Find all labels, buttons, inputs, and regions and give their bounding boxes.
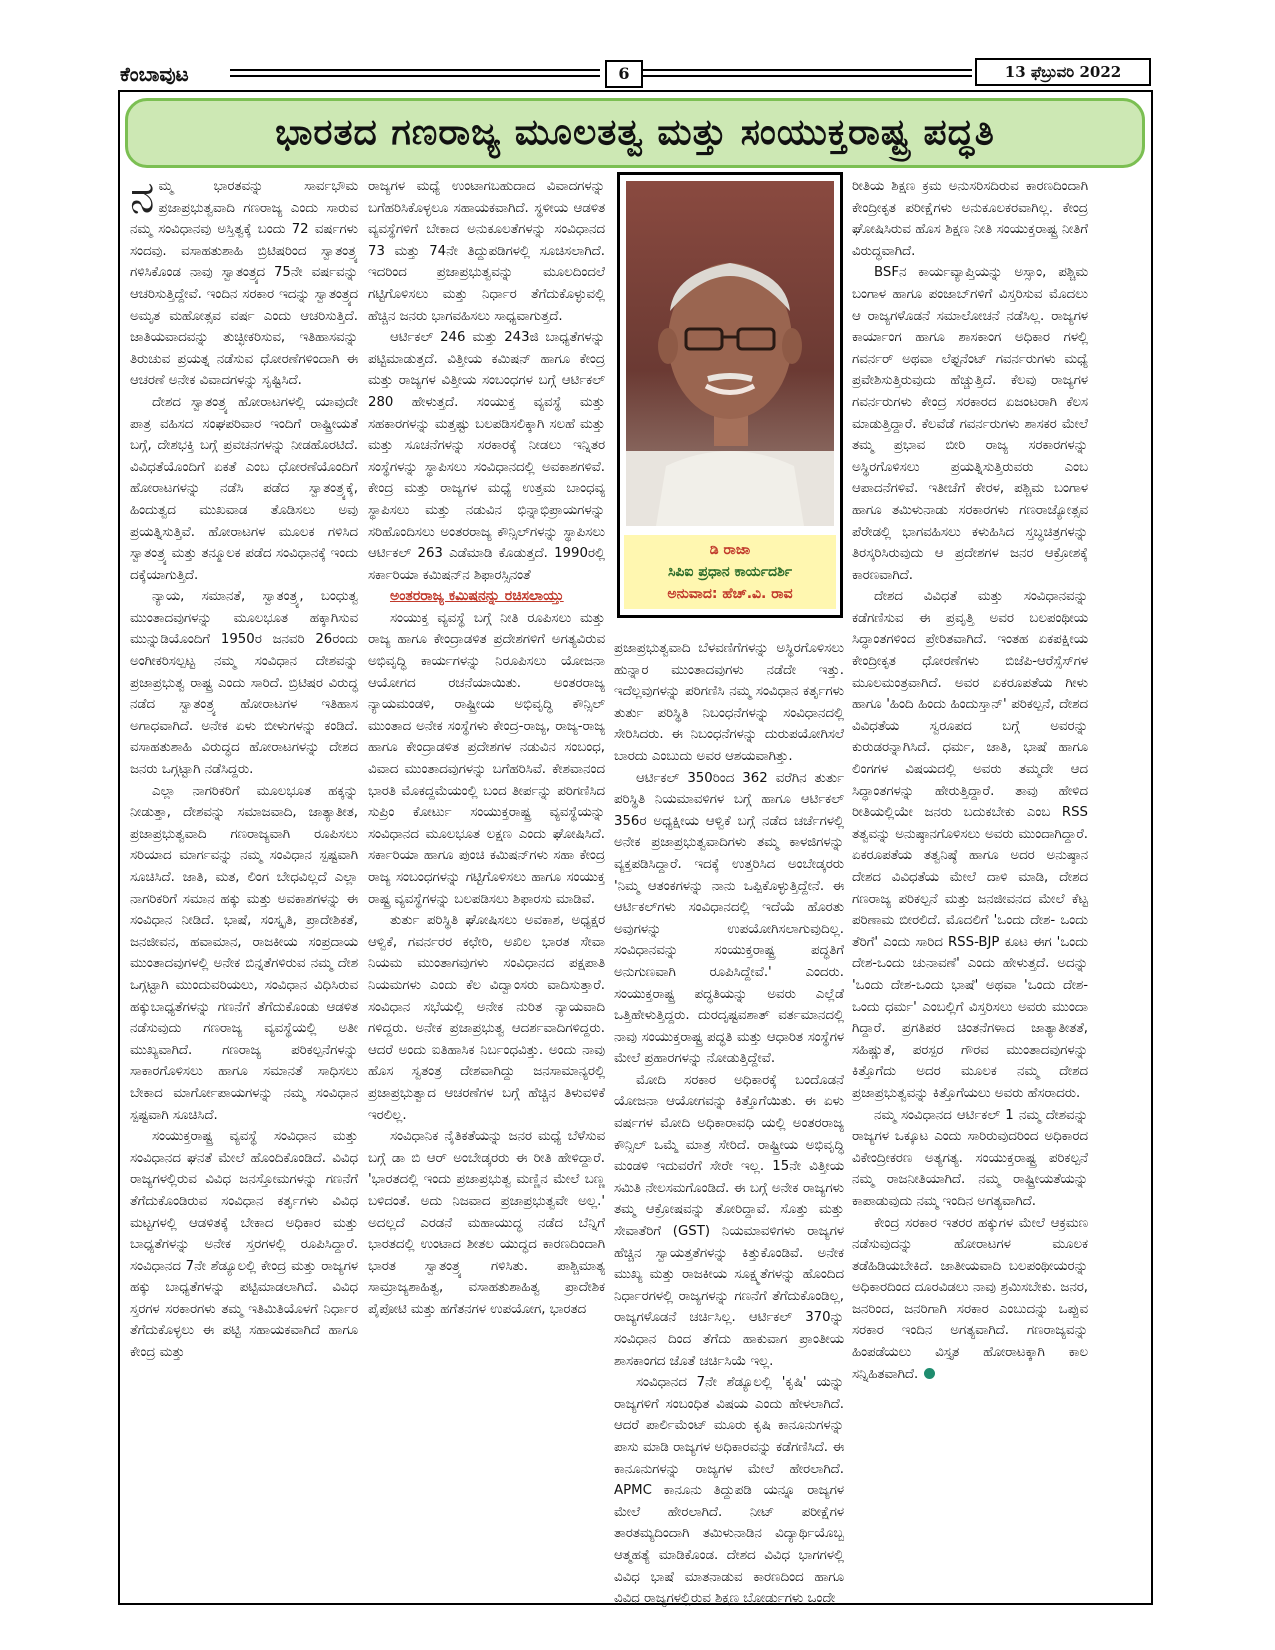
paragraph: ದೇಶದ ವಿವಿಧತೆ ಮತ್ತು ಸಂವಿಧಾನವನ್ನು ಕಡೆಗಣಿಸುವ ಈ ಪ್ರವೃತ್ತಿ ಅವರ ಬಲಪಂಥೀಯ ಸಿದ್ಧಾಂತಗಳಿಂದ ಪ್ರೇರಿತವಾಗಿದೆ. ಇಂತಹ ಏಕಪಕ್ಷೀಯ ಕೇಂದ್ರೀಕೃತ ಧೋರಣೆಗಳು ಬಿಜೆಪಿ-ಆರೆಸ್ಸೆಸ್‌ಗಳ ಮೂಲಮಂತ್ರವಾಗಿದೆ. ಅವರ ಏಕರೂಪತೆಯ ಗೀಳು ಹಾಗೂ 'ಹಿಂದಿ ಹಿಂದು ಹಿಂದುಸ್ತಾನ್' ಪರಿಕಲ್ಪನೆ, ದೇಶದ ವಿವಿಧತೆಯ ಸ್ವರೂಪದ ಬಗ್ಗೆ ಅವರನ್ನು ಕುರುಡರನ್ನಾಗಿಸಿದೆ. ಧರ್ಮ, ಜಾತಿ, ಭಾಷೆ ಹಾಗೂ ಲಿಂಗಗಳ ವಿಷಯದಲ್ಲಿ ಅವರು ತಮ್ಮದೇ ಆದ ಸಿದ್ಧಾಂತಗಳನ್ನು ಹೇರುತ್ತಿದ್ದಾರೆ. ತಾವು ಹೇಳಿದ ರೀತಿಯಲ್ಲಿಯೇ ಜನರು ಬದುಕಬೇಕು ಎಂಬ RSS ತತ್ವವನ್ನು ಅನುಷ್ಠಾನಗೊಳಿಸಲು ಅವರು ಮುಂದಾಗಿದ್ದಾರೆ. ಏಕರೂಪತೆಯ ತತ್ವನಿಷ್ಠೆ ಹಾಗೂ ಅದರ ಅನುಷ್ಠಾನ ದೇಶದ ವಿವಿಧತೆಯ ಮೇಲೆ ದಾಳಿ ಮಾಡಿ, ದೇಶದ ಗಣರಾಜ್ಯ ಪರಿಕಲ್ಪನೆ ಮತ್ತು ಜನಜೀವನದ ಮೇಲೆ ಕೆಟ್ಟ ಪರಿಣಾಮ ಬೀರಲಿದೆ. ಮೊದಲಿಗೆ 'ಒಂದು ದೇಶ- ಒಂದು ತೆರಿಗೆ' ಎಂದು ಸಾರಿದ RSS-BJP ಕೂಟ ಈಗ 'ಒಂದು ದೇಶ-ಒಂದು ಚುನಾವಣೆ' ಎಂದು ಹೇಳುತ್ತದೆ. ಅದನ್ನು 'ಒಂದು ದೇಶ-ಒಂದು ಭಾಷೆ' ಅಥವಾ 'ಒಂದು ದೇಶ-ಒಂದು ಧರ್ಮ' ಎಂಬಲ್ಲಿಗೆ ವಿಸ್ತರಿಸಲು ಅವರು ಮುಂದಾ ಗಿದ್ದಾರೆ. ಪ್ರಗತಿಪರ ಚಿಂತನೆಗಳಾದ ಜಾತ್ಯಾತೀತತೆ, ಸಹಿಷ್ಣುತೆ, ಪರಸ್ಪರ ಗೌರವ ಮುಂತಾದವುಗಳನ್ನು ಕಿತ್ತೊಗೆದು ಅದರ ಮೂಲಕ ನಮ್ಮ ದೇಶದ ಪ್ರಜಾಪ್ರಭುತ್ವವನ್ನು ಕಿತ್ತೊಗೆಯಲು ಅವರು ಹೆಸರಾದರು. — [852, 589, 1088, 1101]
author-name: ಡಿ ರಾಜಾ — [709, 542, 751, 558]
issue-date: 13 ಫೆಬ್ರುವರಿ 2022 — [975, 58, 1151, 86]
drop-cap: ನ — [130, 172, 155, 223]
paragraph: ಸಂವಿಧಾನಿಕ ನೈತಿಕತೆಯನ್ನು ಜನರ ಮಧ್ಯೆ ಬೆಳೆಸುವ ಬಗ್ಗೆ ಡಾ ಬಿ ಆರ್ ಅಂಬೇಡ್ಕರರು ಈ ರೀತಿ ಹೇಳಿದ್ದಾರೆ. 'ಭಾರತದಲ್ಲಿ ಇಂದು ಪ್ರಜಾಪ್ರಭುತ್ವ ಮಣ್ಣಿನ ಮೇಲೆ ಬಣ್ಣ ಬಳಿದಂತೆ. ಅದು ನಿಜವಾದ ಪ್ರಜಾಪ್ರಭುತ್ವವೇ ಅಲ್ಲ.' ಅದಲ್ಲದೆ ಎರಡನೆ ಮಹಾಯುದ್ಧ ನಡೆದ ಬೆನ್ನಿಗೆ ಭಾರತದಲ್ಲಿ ಉಂಟಾದ ಶೀತಲ ಯುದ್ಧದ ಕಾರಣದಿಂದಾಗಿ ಭಾರತ ಸ್ವಾತಂತ್ರ್ಯ ಗಳಿಸಿತು. ಪಾಶ್ಚಿಮಾತ್ಯ ಸಾಮ್ರಾಜ್ಯಶಾಹಿತ್ವ, ವಸಾಹತುಶಾಹಿತ್ವ ಪ್ರಾದೇಶಿಕ ಪೈಪೋಟಿ ಮತ್ತು ಹಗೆತನಗಳ ಉಪಯೋಗ, ಭಾರತದ — [368, 1129, 605, 1317]
column-2 — [368, 176, 605, 1320]
newspaper-name: ಕೆಂಬಾವುಟ — [120, 62, 189, 86]
paragraph: ದೇಶದ ಸ್ವಾತಂತ್ರ್ಯ ಹೋರಾಟಗಳಲ್ಲಿ ಯಾವುದೇ ಪಾತ್ರ ವಹಿಸದ ಸಂಘಪರಿವಾರ ಇಂದಿಗೆ ರಾಷ್ಟ್ರೀಯತೆ ಬಗ್ಗೆ, ದೇಶಭಕ್ತಿ ಬಗ್ಗೆ ಪ್ರವಚನಗಳನ್ನು ನೀಡಹೊರಟಿದೆ. ವಿವಿಧತೆಯೊಂದಿಗೆ ಏಕತೆ ಎಂಬ ಧೋರಣೆಯೊಂದಿಗೆ ಹೋರಾಟಗಳನ್ನು ನಡೆಸಿ ಪಡೆದ ಸ್ವಾತಂತ್ರ್ಯಕ್ಕೆ, ಹಿಂದುತ್ವದ ಮುಖವಾಡ ತೊಡಿಸಲು ಅವು ಪ್ರಯತ್ನಿಸುತ್ತಿವೆ. ಹೋರಾಟಗಳ ಮೂಲಕ ಗಳಿಸಿದ ಸ್ವಾತಂತ್ರ್ಯ ಮತ್ತು ತನ್ಮೂಲಕ ಪಡೆದ ಸಂವಿಧಾನಕ್ಕೆ ಇಂದು ದಕ್ಕೆಯಾಗುತ್ತಿದೆ. — [130, 394, 358, 583]
author-photo-box — [617, 172, 843, 618]
article-title-banner — [125, 98, 1145, 168]
paragraph: ತುರ್ತು ಪರಿಸ್ಥಿತಿ ಘೋಷಿಸಲು ಅವಕಾಶ, ಅಧ್ಯಕ್ಷರ ಆಳ್ವಿಕೆ, ಗವರ್ನರರ ಕಛೇರಿ, ಅಖಿಲ ಭಾರತ ಸೇವಾ ನಿಯಮ ಮುಂತಾಗವುಗಳು ಸಂವಿಧಾನದ ಪಕ್ಷಪಾತಿ ನಿಯಮಗಳು ಎಂದು ಕೆಲ ವಿದ್ವಾಂಸರು ವಾದಿಸುತ್ತಾರೆ. ಸಂವಿಧಾನ ಸಭೆಯಲ್ಲಿ ಅನೇಕ ನುರಿತ ನ್ಯಾಯವಾದಿ ಗಳಿದ್ದರು. ಅನೇಕ ಪ್ರಜಾಪ್ರಭುತ್ವ ಆದರ್ಶವಾದಿಗಳಿದ್ದರು. ಆದರೆ ಅಂದು ಐತಿಹಾಸಿಕ ನಿರ್ಬಂಧವಿತ್ತು. ಅಂದು ನಾವು ಹೊಸ ಸ್ವತಂತ್ರ ದೇಶವಾಗಿದ್ದು ಜನಸಾಮಾನ್ಯರಲ್ಲಿ ಪ್ರಜಾಪ್ರಭುತ್ವಾದ ಆಚರಣೆಗಳ ಬಗ್ಗೆ ಹೆಚ್ಚಿನ ತಿಳುವಳಿಕೆ ಇರಲಿಲ್ಲ. — [368, 913, 605, 1123]
paragraph: ಸಂಯುಕ್ತ ವ್ಯವಸ್ಥೆ ಬಗ್ಗೆ ನೀತಿ ರೂಪಿಸಲು ಮತ್ತು ರಾಜ್ಯ ಹಾಗೂ ಕೇಂದ್ರಾಡಳಿತ ಪ್ರದೇಶಗಳಿಗೆ ಅಗತ್ಯವಿರುವ ಅಭಿವೃದ್ಧಿ ಕಾರ್ಯಗಳನ್ನು ನಿರೂಪಿಸಲು ಯೋಜನಾ ಆಯೋಗದ ರಚನೆಯಾಯಿತು. ಅಂತರರಾಜ್ಯ ನ್ಯಾಯಮಂಡಳಿ, ರಾಷ್ಟ್ರೀಯ ಅಭಿವೃದ್ಧಿ ಕೌನ್ಸಿಲ್ ಮುಂತಾದ ಅನೇಕ ಸಂಸ್ಥೆಗಳು ಕೇಂದ್ರ-ರಾಜ್ಯ, ರಾಜ್ಯ-ರಾಜ್ಯ ಹಾಗೂ ಕೇಂದ್ರಾಡಳಿತ ಪ್ರದೇಶಗಳ ನಡುವಿನ ಸಂಬಂಧ, ವಿವಾದ ಮುಂತಾದವುಗಳನ್ನು ಬಗೆಹರಿಸಿವೆ. ಕೇಶವಾನಂದ ಭಾರತಿ ಮೊಕದ್ದಮೆಯಂಲ್ಲಿ ಬಂದ ತೀರ್ಪನ್ನು ಪರಿಗಣಿಸಿದ ಸುಪ್ರಿಂ ಕೋರ್ಟು ಸಂಯುಕ್ತರಾಷ್ಟ್ರ ವ್ಯವಸ್ಥೆಯನ್ನು ಸಂವಿಧಾನದ ಮೂಲಭೂತ ಲಕ್ಷಣ ಎಂದು ಘೋಷಿಸಿದೆ. ಸರ್ಕಾರಿಯಾ ಹಾಗೂ ಪುಂಚಿ ಕಮಿಷನ್‌ಗಳು ಸಹಾ ಕೇಂದ್ರ ರಾಜ್ಯ ಸಂಬಂಧಗಳನ್ನು ಗಟ್ಟಿಗೊಳಿಸಲು ಹಾಗೂ ಸಂಯುಕ್ತ ರಾಷ್ಟ್ರ ವ್ಯವಸ್ಥೆಗಳನ್ನು ಬಲಪಡಿಸಲು ಶಿಫಾರಸು ಮಾಡಿವೆ. — [368, 610, 605, 907]
masthead-rule-right — [642, 69, 972, 77]
paragraph: ಸಂಯುಕ್ತರಾಷ್ಟ್ರ ವ್ಯವಸ್ಥೆ ಸಂವಿಧಾನ ಮತ್ತು ಸಂವಿಧಾನದ ಘನತೆ ಮೇಲೆ ಹೊಂದಿಕೊಂಡಿದೆ. ವಿವಿಧ ರಾಜ್ಯಗಳಲ್ಲಿರುವ ವಿವಿಧ ಜನಸ್ತೋಮಗಳನ್ನು ಗಣನೆಗೆ ತೆಗೆದುಕೊಂಡಿರುವ ಸಂವಿಧಾನ ಕರ್ತೃಗಳು ವಿವಿಧ ಮಟ್ಟಗಳಲ್ಲಿ ಆಡಳಿತಕ್ಕೆ ಬೇಕಾದ ಅಧಿಕಾರ ಮತ್ತು ಬಾಧ್ಯತೆಗಳನ್ನು ಅನೇಕ ಸ್ತರಗಳಲ್ಲಿ ರೂಪಿಸಿದ್ದಾರೆ. ಸಂವಿಧಾನದ 7ನೇ ಶೆಡ್ಯೂಲಲ್ಲಿ ಕೇಂದ್ರ ಮತ್ತು ರಾಜ್ಯಗಳ ಹಕ್ಕು ಬಾಧ್ಯತೆಗಳನ್ನು ಪಟ್ಟಿಮಾಡಲಾಗಿದೆ. ವಿವಿಧ ಸ್ತರಗಳ ಸರಕಾರಗಳು ತಮ್ಮ ಇತಿಮಿತಿಯೊಳಗೆ ನಿರ್ಧಾರ ತೆಗೆದುಕೊಳ್ಳಲು ಈ ಪಟ್ಟಿ ಸಹಾಯಕವಾಗಿದೆ ಹಾಗೂ ಕೇಂದ್ರ ಮತ್ತು — [130, 1129, 358, 1361]
article-title: ಭಾರತದ ಗಣರಾಜ್ಯ ಮೂಲತತ್ವ ಮತ್ತು ಸಂಯುಕ್ತರಾಷ್ಟ್ರ ಪದ್ಧತಿ — [275, 112, 995, 153]
paragraph: ರಾಜ್ಯಗಳ ಮಧ್ಯೆ ಉಂಟಾಗಬಹುದಾದ ವಿವಾದಗಳನ್ನು ಬಗೆಹರಿಸಿಕೊಳ್ಳಲೂ ಸಹಾಯಕವಾಗಿದೆ. ಸ್ಥಳೀಯ ಆಡಳಿತ ವ್ಯವಸ್ಥೆಗಳಿಗೆ ಬೇಕಾದ ಅನುಕೂಲತೆಗಳನ್ನು ಸಂವಿಧಾನದ 73 ಮತ್ತು 74ನೇ ತಿದ್ದುಪಡಿಗಳಲ್ಲಿ ಸೂಚಿಸಲಾಗಿದೆ. ಇದರಿಂದ ಪ್ರಜಾಪ್ರಭುತ್ವವನ್ನು ಮೂಲದಿಂದಲೆ ಗಟ್ಟಿಗೊಳಿಸಲು ಮತ್ತು ನಿರ್ಧಾರ ತೆಗೆದುಕೊಳ್ಳುವಲ್ಲಿ ಹೆಚ್ಚಿನ ಜನರು ಭಾಗವಹಿಸಲು ಸಾಧ್ಯವಾಗುತ್ತದೆ. — [368, 179, 605, 324]
end-of-article-icon — [924, 1368, 935, 1379]
paragraph: ಆರ್ಟಿಕಲ್ 350ರಿಂದ 362 ವರೆಗಿನ ತುರ್ತು ಪರಿಸ್ಥಿತಿ ನಿಯಮಾವಳಿಗಳ ಬಗ್ಗೆ ಹಾಗೂ ಆರ್ಟಿಕಲ್ 356ರ ಅಧ್ಯಕ್ಷೀಯ ಆಳ್ವಿಕೆ ಬಗ್ಗೆ ನಡೆದ ಚರ್ಚೆಗಳಲ್ಲಿ ಅನೇಕ ಪ್ರಜಾಪ್ರಭುತ್ವವಾದಿಗಳು ತಮ್ಮ ಕಾಳಜಿಗಳನ್ನು ವ್ಯಕ್ತಪಡಿಸಿದ್ದಾರೆ. ಇದಕ್ಕೆ ಉತ್ತರಿಸಿದ ಅಂಬೇಡ್ಕರರು 'ನಿಮ್ಮ ಆತಂಕಗಳನ್ನು ನಾನು ಒಪ್ಪಿಕೊಳ್ಳುತ್ತಿದ್ದೇನೆ. ಈ ಆರ್ಟಿಕಲ್‌ಗಳು ಸಂವಿಧಾನದಲ್ಲಿ ಇದೆಯೆ ಹೊರತು ಅವುಗಳನ್ನು ಉಪಯೋಗಿಸಲಾಗುವುದಿಲ್ಲ. ಸಂವಿಧಾನವನ್ನು ಸಂಯುಕ್ತರಾಷ್ಟ್ರ ಪದ್ಧತಿಗೆ ಅನುಗುಣವಾಗಿ ರೂಪಿಸಿದ್ದೇವೆ.' ಎಂದರು. ಸಂಯುಕ್ತರಾಷ್ಟ್ರ ಪದ್ಧತಿಯನ್ನು ಅವರು ಎಲ್ಲೆಡೆ ಒತ್ತಿಹೇಳುತ್ತಿದ್ದರು. ದುರದೃಷ್ಟವಶಾತ್ ವರ್ತಮಾನದಲ್ಲಿ ನಾವು ಸಂಯುಕ್ತರಾಷ್ಟ್ರ ಪದ್ಧತಿ ಮತ್ತು ಆಧಾರಿತ ಸಂಸ್ಥೆಗಳ ಮೇಲೆ ಪ್ರಹಾರಗಳನ್ನು ನೋಡುತ್ತಿದ್ದೇವೆ. — [614, 770, 844, 1067]
paragraph: ಕೇಂದ್ರ ಸರಕಾರ ಇತರರ ಹಕ್ಕುಗಳ ಮೇಲೆ ಆಕ್ರಮಣ ನಡೆಸುವುದನ್ನು ಹೋರಾಟಗಳ ಮೂಲಕ ತಡೆಹಿಡಿಯಬೇಕಿದೆ. ಜಾತೀಯವಾದಿ ಬಲಪಂಥೀಯರನ್ನು ಅಧಿಕಾರದಿಂದ ದೂರವಿಡಲು ನಾವು ಶ್ರಮಿಸಬೇಕು. ಜನರ, ಜನರಿಂದ, ಜನರಿಗಾಗಿ ಸರಕಾರ ಎಂಬುದನ್ನು ಒಪ್ಪುವ ಸರಕಾರ ಇಂದಿನ ಅಗತ್ಯವಾಗಿದೆ. ಗಣರಾಜ್ಯವನ್ನು ಹಿಂಪಡೆಯಲು ವಿಸ್ತೃತ ಹೋರಾಟಕ್ಕಾಗಿ ಕಾಲ ಸನ್ನಿಹಿತವಾಗಿದೆ. — [852, 1215, 1088, 1382]
paragraph: ರೀತಿಯ ಶಿಕ್ಷಣ ಕ್ರಮ ಅನುಸರಿಸದಿರುವ ಕಾರಣದಿಂದಾಗಿ ಕೇಂದ್ರೀಕೃತ ಪರೀಕ್ಷೆಗಳು ಅನುಕೂಲಕರವಾಗಿಲ್ಲ. ಕೇಂದ್ರ ಘೋಷಿಸಿರುವ ಹೊಸ ಶಿಕ್ಷಣ ನೀತಿ ಸಂಯುಕ್ತರಾಷ್ಟ್ರ ನೀತಿಗೆ ವಿರುದ್ಧವಾಗಿದೆ. — [852, 179, 1088, 259]
paragraph: BSFನ ಕಾರ್ಯವ್ಯಾಪ್ತಿಯನ್ನು ಅಸ್ಸಾಂ, ಪಶ್ಚಿಮ ಬಂಗಾಳ ಹಾಗೂ ಪಂಜಾಬ್‌ಗಳಿಗೆ ವಿಸ್ತರಿಸುವ ಮೊದಲು ಆ ರಾಜ್ಯಗಳೊಡನೆ ಸಮಾಲೋಚನೆ ನಡೆಸಿಲ್ಲ. ರಾಜ್ಯಗಳ ಕಾರ್ಯಾಂಗ ಹಾಗೂ ಶಾಸಕಾಂಗ ಅಧಿಕಾರ ಗಳಲ್ಲಿ ಗವರ್ನರ್ ಅಥವಾ ಲೆಫ್ಟನೆಂಟ್ ಗವರ್ನರುಗಳು ಮಧ್ಯೆ ಪ್ರವೇಶಿಸುತ್ತಿರುವುದು ಹೆಚ್ಚುತ್ತಿದೆ. ಕೆಲವು ರಾಜ್ಯಗಳ ಗವರ್ನರುಗಳು ಕೇಂದ್ರ ಸರಕಾರದ ಏಜಂಟರಾಗಿ ಕೆಲಸ ಮಾಡುತ್ತಿದ್ದಾರೆ. ಕೆಲವೆಡೆ ಗವರ್ನರುಗಳು ಶಾಸಕರ ಮೇಲೆ ತಮ್ಮ ಪ್ರಭಾವ ಬೀರಿ ರಾಜ್ಯ ಸರಕಾರಗಳನ್ನು ಅಸ್ಥಿರಗೊಳಿಸಲು ಪ್ರಯತ್ನಿಸುತ್ತಿರುವರು ಎಂಬ ಆಪಾದನೆಗಳಿವೆ. ಇತೀಚೆಗೆ ಕೇರಳ, ಪಶ್ಚಿಮ ಬಂಗಾಳ ಹಾಗೂ ತಮಿಳುನಾಡು ಸರಕಾರಗಳು ಗಣರಾಜ್ಯೋತ್ಸವ ಪೆರೇಡಲ್ಲಿ ಭಾಗವಹಿಸಲು ಕಳುಹಿಸಿದ ಸ್ತಬ್ಧಚಿತ್ರಗಳನ್ನು ತಿರಸ್ಕರಿಸಿರುವುದು ಆ ಪ್ರದೇಶಗಳ ಜನರ ಆಕ್ರೋಶಕ್ಕೆ ಕಾರಣವಾಗಿದೆ. — [852, 265, 1088, 583]
paragraph: ನ್ಯಾಯ, ಸಮಾನತೆ, ಸ್ವಾತಂತ್ರ್ಯ, ಬಂಧುತ್ವ ಮುಂತಾದವುಗಳನ್ನು ಮೂಲಭೂತ ಹಕ್ಕಾಗಿಸುವ ಮುನ್ನುಡಿಯೊಂದಿಗೆ 1950ರ ಜನವರಿ 26ರಂದು ಅಂಗೀಕರಿಸಲ್ಪಟ್ಟ ನಮ್ಮ ಸಂವಿಧಾನ ದೇಶವನ್ನು ಪ್ರಜಾಪ್ರಭುತ್ವ ರಾಷ್ಟ್ರ ಎಂದು ಸಾರಿದೆ. ಬ್ರಿಟಿಷರ ವಿರುದ್ಧ ನಡೆದ ಸ್ವಾತಂತ್ರ್ಯ ಹೋರಾಟಗಳ ಇತಿಹಾಸ ಅಗಾಧವಾಗಿದೆ. ಅನೇಕ ಏಳು ಬೀಳುಗಳನ್ನು ಕಂಡಿದೆ. ವಸಾಹತುಶಾಹಿ ವಿರುದ್ಧದ ಹೋರಾಟಗಳನ್ನು ದೇಶದ ಜನರು ಒಗ್ಗಟ್ಟಾಗಿ ನಡೆಸಿದ್ದರು. — [130, 589, 358, 778]
paragraph: ನಮ್ಮ ಭಾರತವನ್ನು ಸಾರ್ವಭೌಮ ಪ್ರಜಾಪ್ರಭುತ್ವವಾದಿ ಗಣರಾಜ್ಯ ಎಂದು ಸಾರುವ ನಮ್ಮ ಸಂವಿಧಾನವು ಅಸ್ತಿತ್ವಕ್ಕೆ ಬಂದು 72 ವರ್ಷಗಳು ಸಂದವು. ವಸಾಹತುಶಾಹಿ ಬ್ರಿಟಿಷರಿಂದ ಸ್ವಾತಂತ್ರ್ಯ ಗಳಿಸಿಕೊಂಡ ನಾವು ಸ್ವಾತಂತ್ರ್ಯದ 75ನೇ ವರ್ಷವನ್ನು ಆಚರಿಸುತ್ತಿದ್ದೇವೆ. ಇಂದಿನ ಸರಕಾರ ಇದನ್ನು ಸ್ವಾತಂತ್ರ್ಯದ ಅಮೃತ ಮಹೋತ್ಸವ ವರ್ಷ ಎಂದು ಆಚರಿಸುತ್ತಿದೆ. ಜಾತಿಯವಾದವನ್ನು ತುಚ್ಛೀಕರಿಸುವ, ಇತಿಹಾಸವನ್ನು ತಿರುಚುವ ಪ್ರಯತ್ನ ನಡೆಸುವ ಧೋರಣೆಗಳಿಂದಾಗಿ ಈ ಆಚರಣೆ ಅನೇಕ ವಿವಾದಗಳನ್ನು ಸೃಷ್ಟಿಸಿದೆ. — [130, 172, 358, 389]
paragraph: ಸಂವಿಧಾನದ 7ನೇ ಶೆಡ್ಯೂಲಲ್ಲಿ 'ಕೃಷಿ' ಯನ್ನು ರಾಜ್ಯಗಳಿಗೆ ಸಂಬಂಧಿತ ವಿಷಯ ಎಂದು ಹೇಳಲಾಗಿದೆ. ಆದರೆ ಪಾರ್ಲಿಮೆಂಟ್ ಮೂರು ಕೃಷಿ ಕಾನೂನುಗಳನ್ನು ಪಾಸು ಮಾಡಿ ರಾಜ್ಯಗಳ ಅಧಿಕಾರವನ್ನು ಕಡೆಗಣಿಸಿದೆ. ಈ ಕಾನೂನುಗಳನ್ನು ರಾಜ್ಯಗಳ ಮೇಲೆ ಹೇರಲಾಗಿದೆ. APMC ಕಾನೂನು ತಿದ್ದುಪಡಿ ಯನ್ನೂ ರಾಜ್ಯಗಳ ಮೇಲೆ ಹೇರಲಾಗಿದೆ. ನೀಟ್ ಪರೀಕ್ಷೆಗಳ ತಾರತಮ್ಯದಿಂದಾಗಿ ತಮಿಳುನಾಡಿನ ವಿದ್ಯಾರ್ಥಿಯೊಬ್ಬ ಆತ್ಮಹತ್ಯೆ ಮಾಡಿಕೊಂಡ. ದೇಶದ ವಿವಿಧ ಭಾಗಗಳಲ್ಲಿ ವಿವಿಧ ಭಾಷೆ ಮಾತನಾಡುವ ಕಾರಣದಿಂದ ಹಾಗೂ ವಿವಿಧ ರಾಜ್ಯಗಳಲ್ಲಿರುವ ಶಿಕ್ಷಣ ಬೋರ್ಡುಗಳು ಒಂದೇ — [614, 1375, 844, 1607]
masthead — [120, 60, 1150, 90]
paragraph: ಮೋದಿ ಸರಕಾರ ಅಧಿಕಾರಕ್ಕೆ ಬಂದೊಡನೆ ಯೋಜನಾ ಆಯೋಗವನ್ನು ಕಿತ್ತೊಗೆಯಿತು. ಈ ಏಳು ವರ್ಷಗಳ ಮೋದಿ ಅಧಿಕಾರಾವಧಿ ಯಲ್ಲಿ ಅಂತರರಾಜ್ಯ ಕೌನ್ಸಿಲ್ ಒಮ್ಮೆ ಮಾತ್ರ ಸೇರಿದೆ. ರಾಷ್ಟ್ರೀಯ ಅಭಿವೃದ್ಧಿ ಮಂಡಳಿ ಇದುವರೆಗೆ ಸೇರೇ ಇಲ್ಲ. 15ನೇ ವಿತ್ತೀಯ ಸಮಿತಿ ನೇಲಸಮಗೊಂಡಿದೆ. ಈ ಬಗ್ಗೆ ಅನೇಕ ರಾಜ್ಯಗಳು ತಮ್ಮ ಆಕ್ರೋಷವನ್ನು ತೋರಿದ್ದಾವೆ. ಸೊತ್ತು ಮತ್ತು ಸೇವಾತೆರಿಗೆ (GST) ನಿಯಮಾವಳಿಗಳು ರಾಜ್ಯಗಳ ಹೆಚ್ಚಿನ ಸ್ವಾಯತ್ತತೆಗಳನ್ನು ಕಿತ್ತುಕೊಂಡಿವೆ. ಅನೇಕ ಮುಖ್ಯ ಮತ್ತು ರಾಜಕೀಯ ಸೂಕ್ಷ್ಮತೆಗಳನ್ನು ಹೊಂದಿದ ನಿರ್ಧಾರಗಳಲ್ಲಿ ರಾಜ್ಯಗಳನ್ನು ಗಣನೆಗೆ ತೆಗೆದುಕೊಂಡಿಲ್ಲ, ರಾಜ್ಯಗಳೊಡನೆ ಚರ್ಚಿಸಿಲ್ಲ. ಆರ್ಟಿಕಲ್ 370ನ್ನು ಸಂವಿಧಾನ ದಿಂದ ತೆಗೆದು ಹಾಕುವಾಗ ಪ್ರಾಂತೀಯ ಶಾಸಕಾಂಗದ ಜೊತೆ ಚರ್ಚಿಸಿಯೆ ಇಲ್ಲ. — [614, 1072, 844, 1369]
author-role: ಸಿಪಿಐ ಪ್ರಧಾನ ಕಾರ್ಯದರ್ಶಿ — [667, 564, 793, 580]
photo-caption — [624, 535, 836, 609]
translator-credit: ಅನುವಾದ: ಹೆಚ್.ವಿ. ರಾವ — [667, 586, 793, 602]
paragraph: ಆರ್ಟಿಕಲ್ 246 ಮತ್ತು 243ಜಿ ಬಾಧ್ಯತೆಗಳನ್ನು ಪಟ್ಟಿಮಾಡುತ್ತದೆ. ವಿತ್ತೀಯ ಕಮಿಷನ್ ಹಾಗೂ ಕೇಂದ್ರ ಮತ್ತು ರಾಜ್ಯಗಳ ವಿತ್ತೀಯ ಸಂಬಂಧಗಳ ಬಗ್ಗೆ ಆರ್ಟಿಕಲ್ 280 ಹೇಳುತ್ತದೆ. ಸಂಯುಕ್ತ ವ್ಯವಸ್ಥೆ ಮತ್ತು ಸಹಕಾರಗಳನ್ನು ಮತ್ತಷ್ಟು ಬಲಪಡಿಸಲಿಕ್ಕಾಗಿ ಸಲಹೆ ಮತ್ತು ಮತ್ತು ಸೂಚನೆಗಳನ್ನು ಸರಕಾರಕ್ಕೆ ನೀಡಲು ಇನ್ನಿತರ ಸಂಸ್ಥೆಗಳನ್ನು ಸ್ಥಾಪಿಸಲು ಸಂವಿಧಾನದಲ್ಲಿ ಅವಕಾಶಗಳಿವೆ. ಕೇಂದ್ರ ಮತ್ತು ರಾಜ್ಯಗಳ ಮಧ್ಯೆ ಉತ್ತಮ ಬಾಂಧವ್ಯ ಸ್ಥಾಪಿಸಲು ಮತ್ತು ನಡುವಿನ ಭಿನ್ನಾಭಿಪ್ರಾಯಗಳನ್ನು ಸರಿಹೊಂದಿಸಲು ಅಂತರರಾಜ್ಯ ಕೌನ್ಸಿಲ್‌ಗಳನ್ನು ಸ್ಥಾಪಿಸಲು ಆರ್ಟಿಕಲ್ 263 ಎಡೆಮಾಡಿ ಕೊಡುತ್ತದೆ. 1990ರಲ್ಲಿ ಸರ್ಕಾರಿಯಾ ಕಮಿಷನ್‌ನ ಶಿಫಾರಸ್ಸಿನಂತೆ — [368, 330, 605, 583]
column-1 — [130, 172, 358, 1364]
paragraph: ನಮ್ಮ ಸಂವಿಧಾನದ ಆರ್ಟಿಕಲ್ 1 ನಮ್ಮ ದೇಶವನ್ನು ರಾಜ್ಯಗಳ ಒಕ್ಕೂಟ ಎಂದು ಸಾರಿರುವುದರಿಂದ ಅಧಿಕಾರದ ವಿಕೇಂದ್ರೀಕರಣ ಅತ್ಯಗತ್ಯ. ಸಂಯುಕ್ತರಾಷ್ಟ್ರ ಪರಿಕಲ್ಪನೆ ನಮ್ಮ ರಾಜನೀತಿಯಾಗಿದೆ. ನಮ್ಮ ರಾಷ್ಟ್ರೀಯತೆಯನ್ನು ಕಾಪಾಡುವುದು ನಮ್ಮ ಇಂದಿನ ಅಗತ್ಯವಾಗಿದೆ. — [852, 1107, 1088, 1209]
author-portrait-image — [626, 181, 834, 526]
masthead-rule-left — [230, 69, 600, 77]
column-4 — [852, 176, 1088, 1385]
page-number: 6 — [605, 60, 643, 88]
paragraph: ಎಲ್ಲಾ ನಾಗರಿಕರಿಗೆ ಮೂಲಭೂತ ಹಕ್ಕನ್ನು ನೀಡುತ್ತಾ, ದೇಶವನ್ನು ಸಮಾಜವಾದಿ, ಜಾತ್ಯಾತೀತ, ಪ್ರಜಾಪ್ರಭುತ್ವವಾದಿ ಗಣರಾಜ್ಯವಾಗಿ ರೂಪಿಸಲು ಸರಿಯಾದ ಮಾರ್ಗವನ್ನು ನಮ್ಮ ಸಂವಿಧಾನ ಸ್ಪಷ್ಟವಾಗಿ ಸೂಚಿಸಿದೆ. ಜಾತಿ, ಮತ, ಲಿಂಗ ಬೇಧವಿಲ್ಲದೆ ಎಲ್ಲಾ ನಾಗರಿಕರಿಗೆ ಸಮಾನ ಹಕ್ಕು ಮತ್ತು ಅವಕಾಶಗಳನ್ನು ಈ ಸಂವಿಧಾನ ನೀಡಿದೆ. ಭಾಷೆ, ಸಂಸ್ಕೃತಿ, ಪ್ರಾದೇಶಿಕತೆ, ಜನಜೀವನ, ಹವಾಮಾನ, ರಾಜಕೀಯ ಸಂಪ್ರದಾಯ ಮುಂತಾದವುಗಳಲ್ಲಿ ಅನೇಕ ಬಿನ್ನತೆಗಳಿರುವ ನಮ್ಮ ದೇಶ ಒಗ್ಗಟ್ಟಾಗಿ ಮುಂದುವರಿಯಲು, ಸಂವಿಧಾನ ವಿಧಿಸಿರುವ ಹಕ್ಕುಬಾಧ್ಯತೆಗಳನ್ನು ಗಣನೆಗೆ ತೆಗೆದುಕೊಂಡು ಆಡಳಿತ ನಡೆಸುವುದು ಗಣರಾಜ್ಯ ವ್ಯವಸ್ಥೆಯಲ್ಲಿ ಅತೀ ಮುಖ್ಯವಾಗಿದೆ. ಗಣರಾಜ್ಯ ಪರಿಕಲ್ಪನೆಗಳನ್ನು ಸಾಕಾರಗೊಳಿಸಲು ಹಾಗೂ ಸಮಾನತೆ ಸಾಧಿಸಲು ಬೇಕಾದ ಮಾರ್ಗೋಪಾಯಗಳನ್ನು ನಮ್ಮ ಸಂವಿಧಾನ ಸ್ಪಷ್ಟವಾಗಿ ಸೂಚಿಸಿದೆ. — [130, 783, 358, 1123]
subheading: ಅಂತರರಾಜ್ಯ ಕಮಿಷನನ್ನು ರಚಿಸಲಾಯ್ತು — [390, 588, 564, 605]
author-photo — [626, 181, 834, 526]
paragraph: ಪ್ರಜಾಪ್ರಭುತ್ವವಾದಿ ಬೆಳವಣಿಗೆಗಳನ್ನು ಅಸ್ಥಿರಗೊಳಿಸಲು ಹುನ್ನಾರ ಮುಂತಾದವುಗಳು ನಡೆದೇ ಇತ್ತು. ಇದೆಲ್ಲವುಗಳನ್ನು ಪರಿಗಣಿಸಿ ನಮ್ಮ ಸಂವಿಧಾನ ಕರ್ತೃಗಳು ತುರ್ತು ಪರಿಸ್ಥಿತಿ ನಿಬಂಧನೆಗಳನ್ನು ಸಂವಿಧಾನದಲ್ಲಿ ಸೇರಿಸಿದರು. ಈ ನಿಬಂಧನೆಗಳನ್ನು ದುರುಪಯೋಗಿಸಲೆ ಬಾರದು ಎಂಬುದು ಅವರ ಆಶಯವಾಗಿತ್ತು. — [614, 641, 844, 764]
column-3 — [614, 638, 844, 1610]
